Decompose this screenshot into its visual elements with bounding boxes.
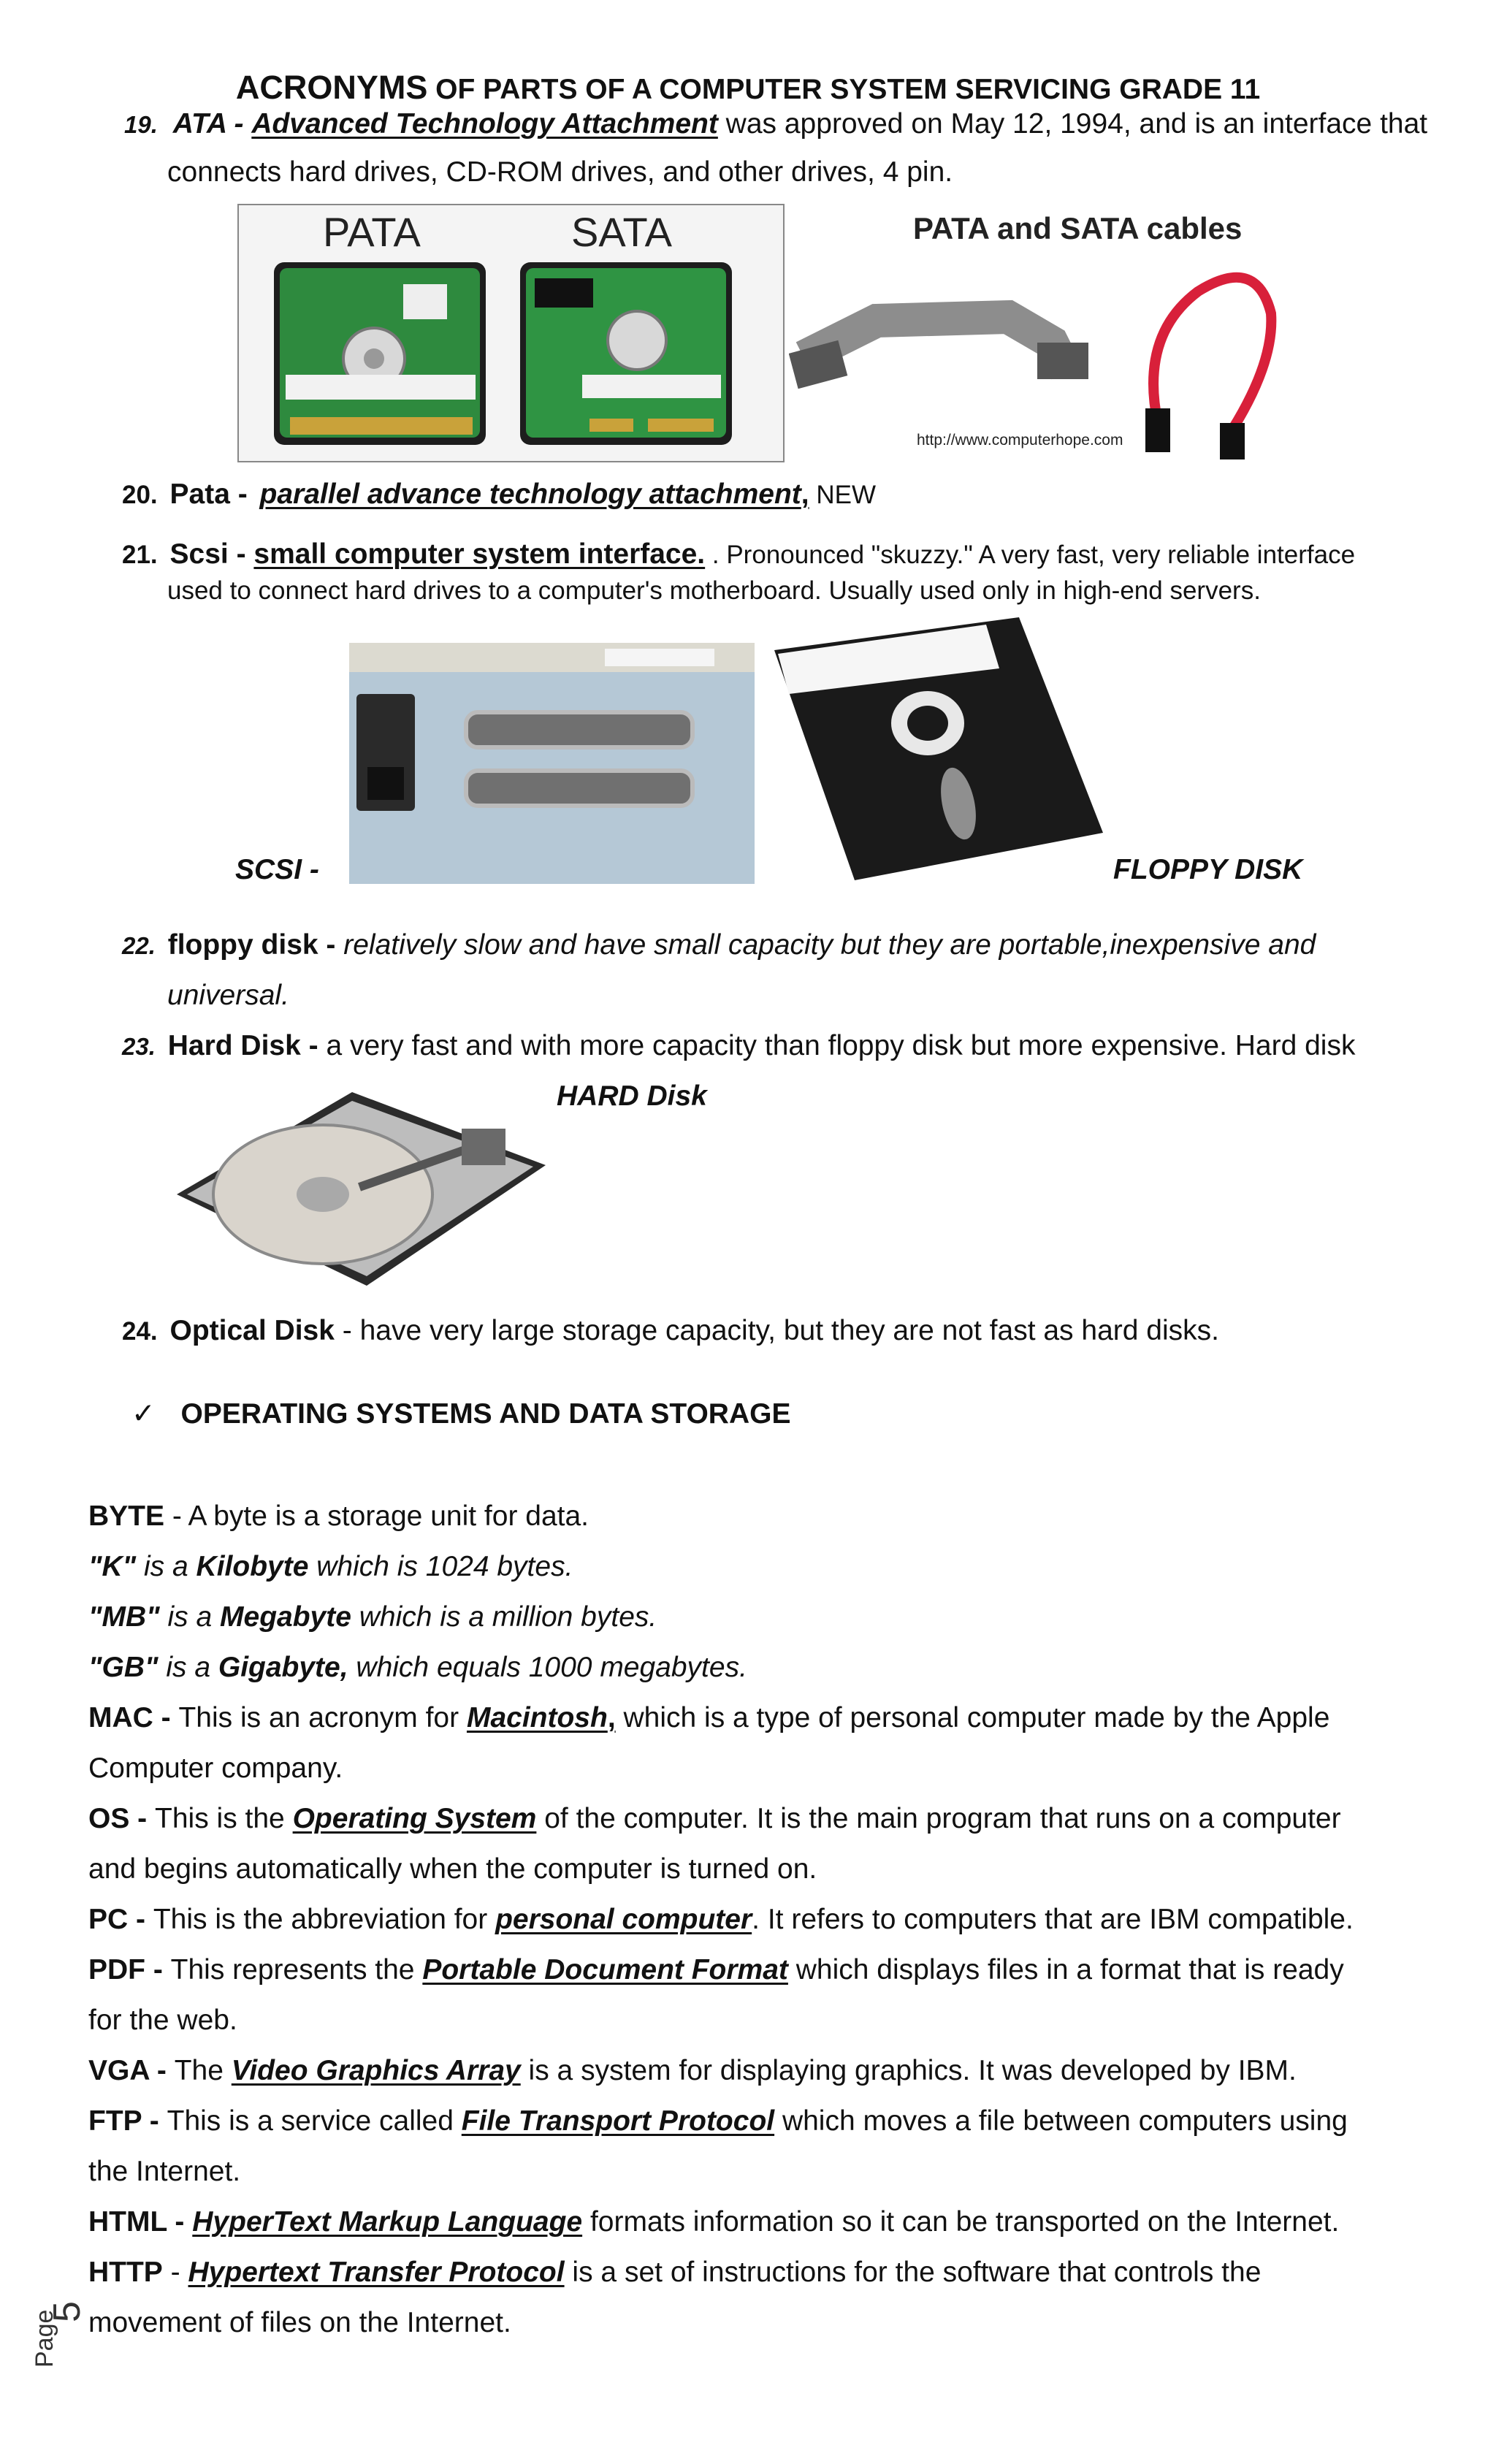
def-text: This represents the [170, 1954, 423, 1986]
item-fullname: parallel advance technology attachment [259, 478, 801, 510]
item-text: a very fast and with more capacity than floppy disk but more expensive. Hard disk [326, 1030, 1356, 1061]
title-rest: OF PARTS OF A COMPUTER SYSTEM SERVICING GRADE 11 [427, 74, 1261, 105]
def-text: is a [159, 1601, 221, 1633]
scsi-illustration [349, 643, 755, 884]
item-number: 23. [122, 1033, 156, 1060]
def-mac-line2: Computer company. [88, 1752, 343, 1784]
def-fullname: Kilobyte [196, 1551, 309, 1582]
scsi-caption: SCSI - [235, 854, 319, 885]
item-text: relatively slow and have small capacity but they are portable,inexpensive and [343, 929, 1316, 961]
sata-label: SATA [571, 209, 672, 255]
cables-credit: http://www.computerhope.com [917, 432, 1123, 449]
def-os [88, 1802, 1341, 1836]
def-term: HTML - [88, 2206, 193, 2238]
def-fullname: Portable Document Format [422, 1954, 788, 1986]
item-suffix: NEW [809, 481, 877, 509]
pata-label: PATA [323, 209, 421, 255]
def-term: BYTE [88, 1500, 165, 1532]
drives-illustration [239, 205, 783, 461]
def-text: is a set of instructions for the software that controls the [564, 2257, 1262, 2288]
item-term: floppy disk - [167, 929, 344, 961]
def-text: of the computer. It is the main program that runs on a computer [536, 1803, 1341, 1834]
def-text: The [174, 2055, 232, 2086]
def-fullname: HyperText Markup Language [192, 2206, 583, 2238]
cables-title: PATA and SATA cables [913, 211, 1243, 245]
cables-illustration [789, 204, 1293, 459]
def-pc [88, 1903, 1354, 1937]
def-fullname: Gigabyte, [218, 1652, 348, 1683]
item-text: . Pronounced "skuzzy." A very fast, very reliable interface [705, 541, 1356, 569]
def-text: This is an acronym for [178, 1702, 467, 1733]
hard-disk-illustration [169, 1085, 549, 1293]
def-term: OS - [88, 1803, 156, 1834]
def-ftp-line2: the Internet. [88, 2156, 241, 2187]
title-main: ACRONYMS [235, 69, 428, 106]
item-text: - have very large storage capacity, but they are not fast as hard disks. [334, 1315, 1219, 1346]
def-kilobyte [88, 1550, 573, 1584]
hard-disk-caption: HARD Disk [557, 1080, 707, 1112]
item-20 [122, 478, 876, 512]
def-fullname: Megabyte [220, 1601, 351, 1633]
def-text: This is a service called [167, 2105, 462, 2137]
page-number [25, 2276, 88, 2368]
def-fullname: Operating System [292, 1803, 537, 1834]
item-22-line2: universal. [167, 980, 289, 1011]
checkmark-icon: ✓ [131, 1398, 156, 1430]
def-fullname: Macintosh [466, 1702, 608, 1733]
page-digit: 5 [46, 2301, 88, 2322]
def-text: is a [158, 1652, 218, 1683]
def-fullname: Video Graphics Array [231, 2055, 521, 2086]
item-19-line2: connects hard drives, CD-ROM drives, and other drives, 4 pin. [167, 156, 953, 188]
item-number: 19. [124, 111, 158, 138]
def-text: which is a type of personal computer made by the Apple [615, 1702, 1330, 1733]
def-text: which moves a file between computers using [774, 2105, 1348, 2137]
item-number: 22. [122, 932, 156, 959]
item-24 [122, 1314, 1219, 1349]
item-punct: , [801, 478, 809, 510]
def-byte [88, 1500, 589, 1534]
def-term: HTTP [88, 2257, 163, 2288]
def-fullname: personal computer [495, 1904, 752, 1935]
floppy-disk-image [767, 614, 1110, 884]
def-os-line2: and begins automatically when the computer is turned on. [88, 1853, 817, 1885]
def-term: "MB" [88, 1601, 160, 1633]
def-fullname: Hypertext Transfer Protocol [188, 2257, 565, 2288]
def-fullname: File Transport Protocol [461, 2105, 775, 2137]
def-term: PC - [88, 1904, 153, 1935]
def-term: "K" [88, 1551, 137, 1582]
section-heading [131, 1397, 790, 1432]
def-term: MAC - [88, 1702, 179, 1733]
def-mac [88, 1701, 1329, 1736]
def-text: is a [136, 1551, 196, 1582]
def-term: PDF - [88, 1954, 171, 1986]
def-text: is a system for displaying graphics. It was developed by IBM. [520, 2055, 1297, 2086]
item-fullname: small computer system interface. [253, 538, 706, 570]
item-number: 24. [122, 1317, 158, 1346]
def-punct: , [607, 1702, 616, 1733]
page-title [0, 69, 1496, 107]
def-http [88, 2256, 1261, 2290]
def-text: - A byte is a storage unit for data. [164, 1500, 589, 1532]
item-term: Hard Disk - [167, 1030, 327, 1061]
def-term: FTP - [88, 2105, 167, 2137]
item-21-line2: used to connect hard drives to a computer's motherboard. Usually used only in high-end servers. [167, 576, 1261, 605]
def-megabyte [88, 1601, 657, 1635]
item-text: was approved on May 12, 1994, and is an interface that [717, 108, 1428, 140]
pata-sata-cables-image [789, 204, 1293, 459]
def-text: which is 1024 bytes. [308, 1551, 573, 1582]
def-term: "GB" [88, 1652, 159, 1683]
def-http-line2: movement of files on the Internet. [88, 2307, 511, 2338]
def-text: which equals 1000 megabytes. [348, 1652, 747, 1683]
item-fullname: Advanced Technology Attachment [251, 108, 718, 140]
item-term: Scsi - [169, 538, 254, 570]
def-ftp [88, 2105, 1348, 2139]
pata-sata-drives-image [237, 204, 785, 462]
item-number: 21. [122, 541, 158, 569]
def-text: . It refers to computers that are IBM compatible. [752, 1904, 1354, 1935]
def-pdf [88, 1953, 1344, 1988]
scsi-connector-image [349, 643, 755, 884]
item-term: Pata - [169, 478, 256, 510]
def-text: which is a million bytes. [351, 1601, 657, 1633]
def-text: - [162, 2257, 188, 2288]
item-23 [122, 1029, 1355, 1064]
def-text: This is the abbreviation for [153, 1904, 496, 1935]
page-word: Page [31, 2309, 58, 2368]
def-term: VGA - [88, 2055, 175, 2086]
item-21 [122, 538, 1355, 572]
def-pdf-line2: for the web. [88, 2005, 237, 2036]
floppy-illustration [767, 614, 1110, 884]
def-text: formats information so it can be transported on the Internet. [582, 2206, 1340, 2238]
def-text: which displays files in a format that is ready [787, 1954, 1344, 1986]
item-number: 20. [122, 481, 158, 509]
item-22 [122, 928, 1316, 963]
def-vga [88, 2054, 1297, 2089]
floppy-caption: FLOPPY DISK [1113, 854, 1303, 885]
def-text: This is the [155, 1803, 293, 1834]
section-heading-text: OPERATING SYSTEMS AND DATA STORAGE [180, 1398, 791, 1430]
item-term: Optical Disk [169, 1315, 335, 1346]
hard-disk-image [169, 1085, 549, 1293]
item-19 [124, 107, 1427, 142]
item-term: ATA - [172, 108, 244, 140]
def-html [88, 2205, 1339, 2240]
def-gigabyte [88, 1651, 747, 1685]
